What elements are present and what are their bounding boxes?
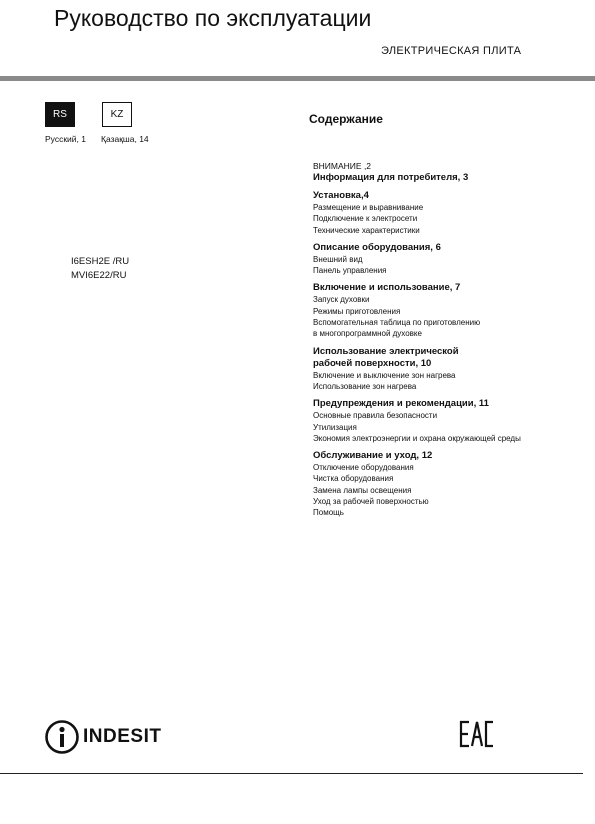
toc-item: Подключение к электросети [313,214,418,224]
toc-item: в многопрограммной духовке [313,329,422,339]
toc-item: Вспомогательная таблица по приготовлению [313,318,481,328]
language-badge-rs: RS [45,102,75,127]
toc-item: Уход за рабочей поверхностью [313,497,429,507]
product-type: ЭЛЕКТРИЧЕСКАЯ ПЛИТА [381,45,522,57]
eac-certification-icon [459,720,495,748]
toc-section-title: Включение и использование, 7 [313,282,461,294]
model-number: MVI6E22/RU [71,270,127,281]
toc-item: Запуск духовки [313,295,370,305]
toc-warning: ВНИМАНИЕ ,2 [313,161,372,171]
toc-section-title: Информация для потребителя, 3 [313,172,469,183]
toc-item: Утилизация [313,422,357,432]
toc-item: Включение и выключение зон нагрева [313,370,456,380]
toc-item: Панель управления [313,266,387,276]
page-title: Руководство по эксплуатации [54,5,372,31]
toc-item: Режимы приготовления [313,306,401,316]
toc-item: Внешний вид [313,254,363,264]
language-label-rs: Русский, 1 [45,134,86,144]
language-label-kz: Қазақша, 14 [101,134,149,144]
toc-item: Замена лампы освещения [313,485,412,495]
toc-section-title: Описание оборудования, 6 [313,241,441,253]
toc-item: Помощь [313,508,344,518]
brand-name: INDESIT [83,726,162,747]
toc-item: Использование зон нагрева [313,381,417,391]
brand-logo [44,719,161,755]
toc-section-title: Обслуживание и уход, 12 [313,450,433,462]
toc-section-title: Использование электрической рабочей поверхности, 10 [313,345,459,369]
toc-section-title: Установка,4 [313,190,369,201]
toc-item: Технические характеристики [313,225,420,235]
toc-item: Основные правила безопасности [313,411,438,421]
toc-item: Экономия электроэнергии и охрана окружающей среды [313,433,521,443]
header-divider [0,76,595,81]
footer-divider [0,773,583,774]
toc-section-title: Предупреждения и рекомендации, 11 [313,398,489,410]
toc-item: Чистка оборудования [313,474,394,484]
toc-title: Содержание [309,112,383,126]
language-badge-kz: KZ [102,102,132,127]
toc-item: Отключение оборудования [313,463,414,473]
table-of-contents [313,160,563,519]
indesit-logo-icon [44,719,80,755]
model-number: I6ESH2E /RU [71,256,130,267]
toc-item: Размещение и выравнивание [313,203,424,212]
